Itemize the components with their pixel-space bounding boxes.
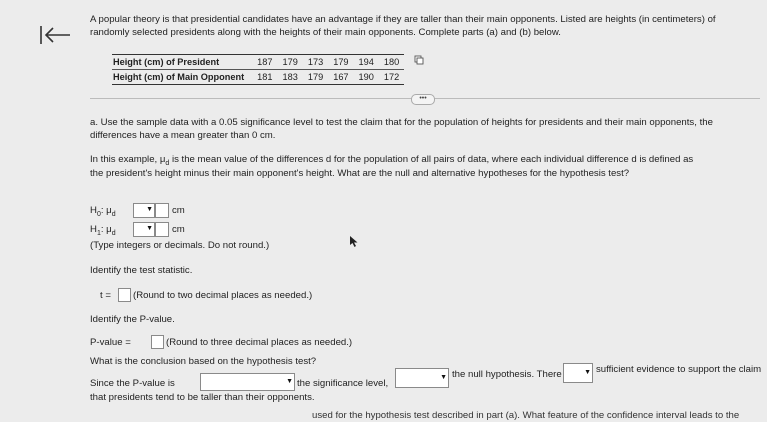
intro-line-2: randomly selected presidents along with the heights of their main opponents. Complete parts (a) and (b) below.	[90, 27, 561, 38]
table-cell: 181	[252, 70, 277, 85]
intro-line-1: A popular theory is that presidential candidates have an advantage if they are taller than their main opponents. Listed are heights (in centimeters) of	[90, 14, 716, 25]
p-label: P-value =	[90, 337, 131, 348]
part-a-line-1: a. Use the sample data with a 0.05 significance level to test the claim that for the population of heights for presidents and their main opponents, the	[90, 117, 713, 128]
sig-level-text: the significance level,	[297, 378, 389, 389]
p-value-input[interactable]	[151, 335, 164, 349]
p-hint: (Round to three decimal places as needed.)	[166, 337, 353, 348]
back-arrow-icon[interactable]	[38, 24, 72, 46]
chevron-down-icon: ▼	[584, 369, 591, 376]
part-b-fragment: used for the hypothesis test described in part (a). What feature of the confidence interval leads to the	[312, 410, 740, 421]
table-row-opponent	[112, 70, 404, 85]
part-a-line-2: differences have a mean greater than 0 cm.	[90, 130, 276, 141]
conclusion-question: What is the conclusion based on the hypothesis test?	[90, 356, 317, 367]
h0-operator-dropdown[interactable]	[133, 203, 155, 218]
explain-line-1: In this example, $\mu_d$ is the mean value of the differences d for the population of all pairs of data, where each individual difference d is defined as	[90, 154, 694, 167]
h1-label: $H_1$: $\mu_d$	[90, 224, 116, 237]
mouse-cursor-icon	[350, 236, 358, 247]
row-label-president: Height (cm) of President	[112, 55, 252, 70]
chevron-down-icon: ▼	[286, 378, 293, 385]
table-cell: 180	[379, 55, 404, 70]
identify-p-text: Identify the P-value.	[90, 314, 175, 325]
h0-unit: cm	[172, 205, 185, 216]
null-hyp-text: the null hypothesis. There	[452, 369, 562, 380]
table-cell: 172	[379, 70, 404, 85]
copy-icon[interactable]	[414, 55, 424, 65]
h1-unit: cm	[172, 224, 185, 235]
table-cell: 190	[354, 70, 379, 85]
table-cell: 179	[278, 55, 303, 70]
since-text: Since the P-value is	[90, 378, 175, 389]
t-label: t =	[100, 290, 111, 301]
pvalue-comparison-dropdown[interactable]	[200, 373, 295, 391]
null-decision-dropdown[interactable]	[395, 368, 449, 388]
table-cell: 167	[328, 70, 353, 85]
h1-operator-dropdown[interactable]	[133, 222, 155, 237]
t-hint: (Round to two decimal places as needed.)	[133, 290, 313, 301]
table-cell: 179	[303, 70, 328, 85]
h0-value-input[interactable]	[155, 203, 169, 218]
row-label-opponent: Height (cm) of Main Opponent	[112, 70, 252, 85]
integers-hint: (Type integers or decimals. Do not round.)	[90, 240, 270, 251]
table-row-president	[112, 55, 404, 70]
chevron-down-icon: ▼	[146, 225, 153, 232]
table-cell: 194	[354, 55, 379, 70]
t-stat-input[interactable]	[118, 288, 131, 302]
table-cell: 179	[328, 55, 353, 70]
chevron-down-icon: ▼	[146, 206, 153, 213]
table-cell: 183	[278, 70, 303, 85]
sufficient-text: sufficient evidence to support the claim	[596, 364, 762, 375]
table-cell: 173	[303, 55, 328, 70]
evidence-dropdown[interactable]	[563, 363, 593, 383]
chevron-down-icon: ▼	[440, 374, 447, 381]
h1-value-input[interactable]	[155, 222, 169, 237]
expand-more-button[interactable]: •••	[411, 94, 435, 105]
table-cell: 187	[252, 55, 277, 70]
explain-line-2: the president's height minus their main opponent's height. What are the null and alternative hypotheses for the hypothesis test?	[90, 168, 630, 179]
identify-stat-text: Identify the test statistic.	[90, 265, 193, 276]
heights-table	[112, 54, 404, 85]
conclusion-line-2: that presidents tend to be taller than their opponents.	[90, 392, 315, 403]
h0-label: $H_0$: $\mu_d$	[90, 205, 116, 218]
